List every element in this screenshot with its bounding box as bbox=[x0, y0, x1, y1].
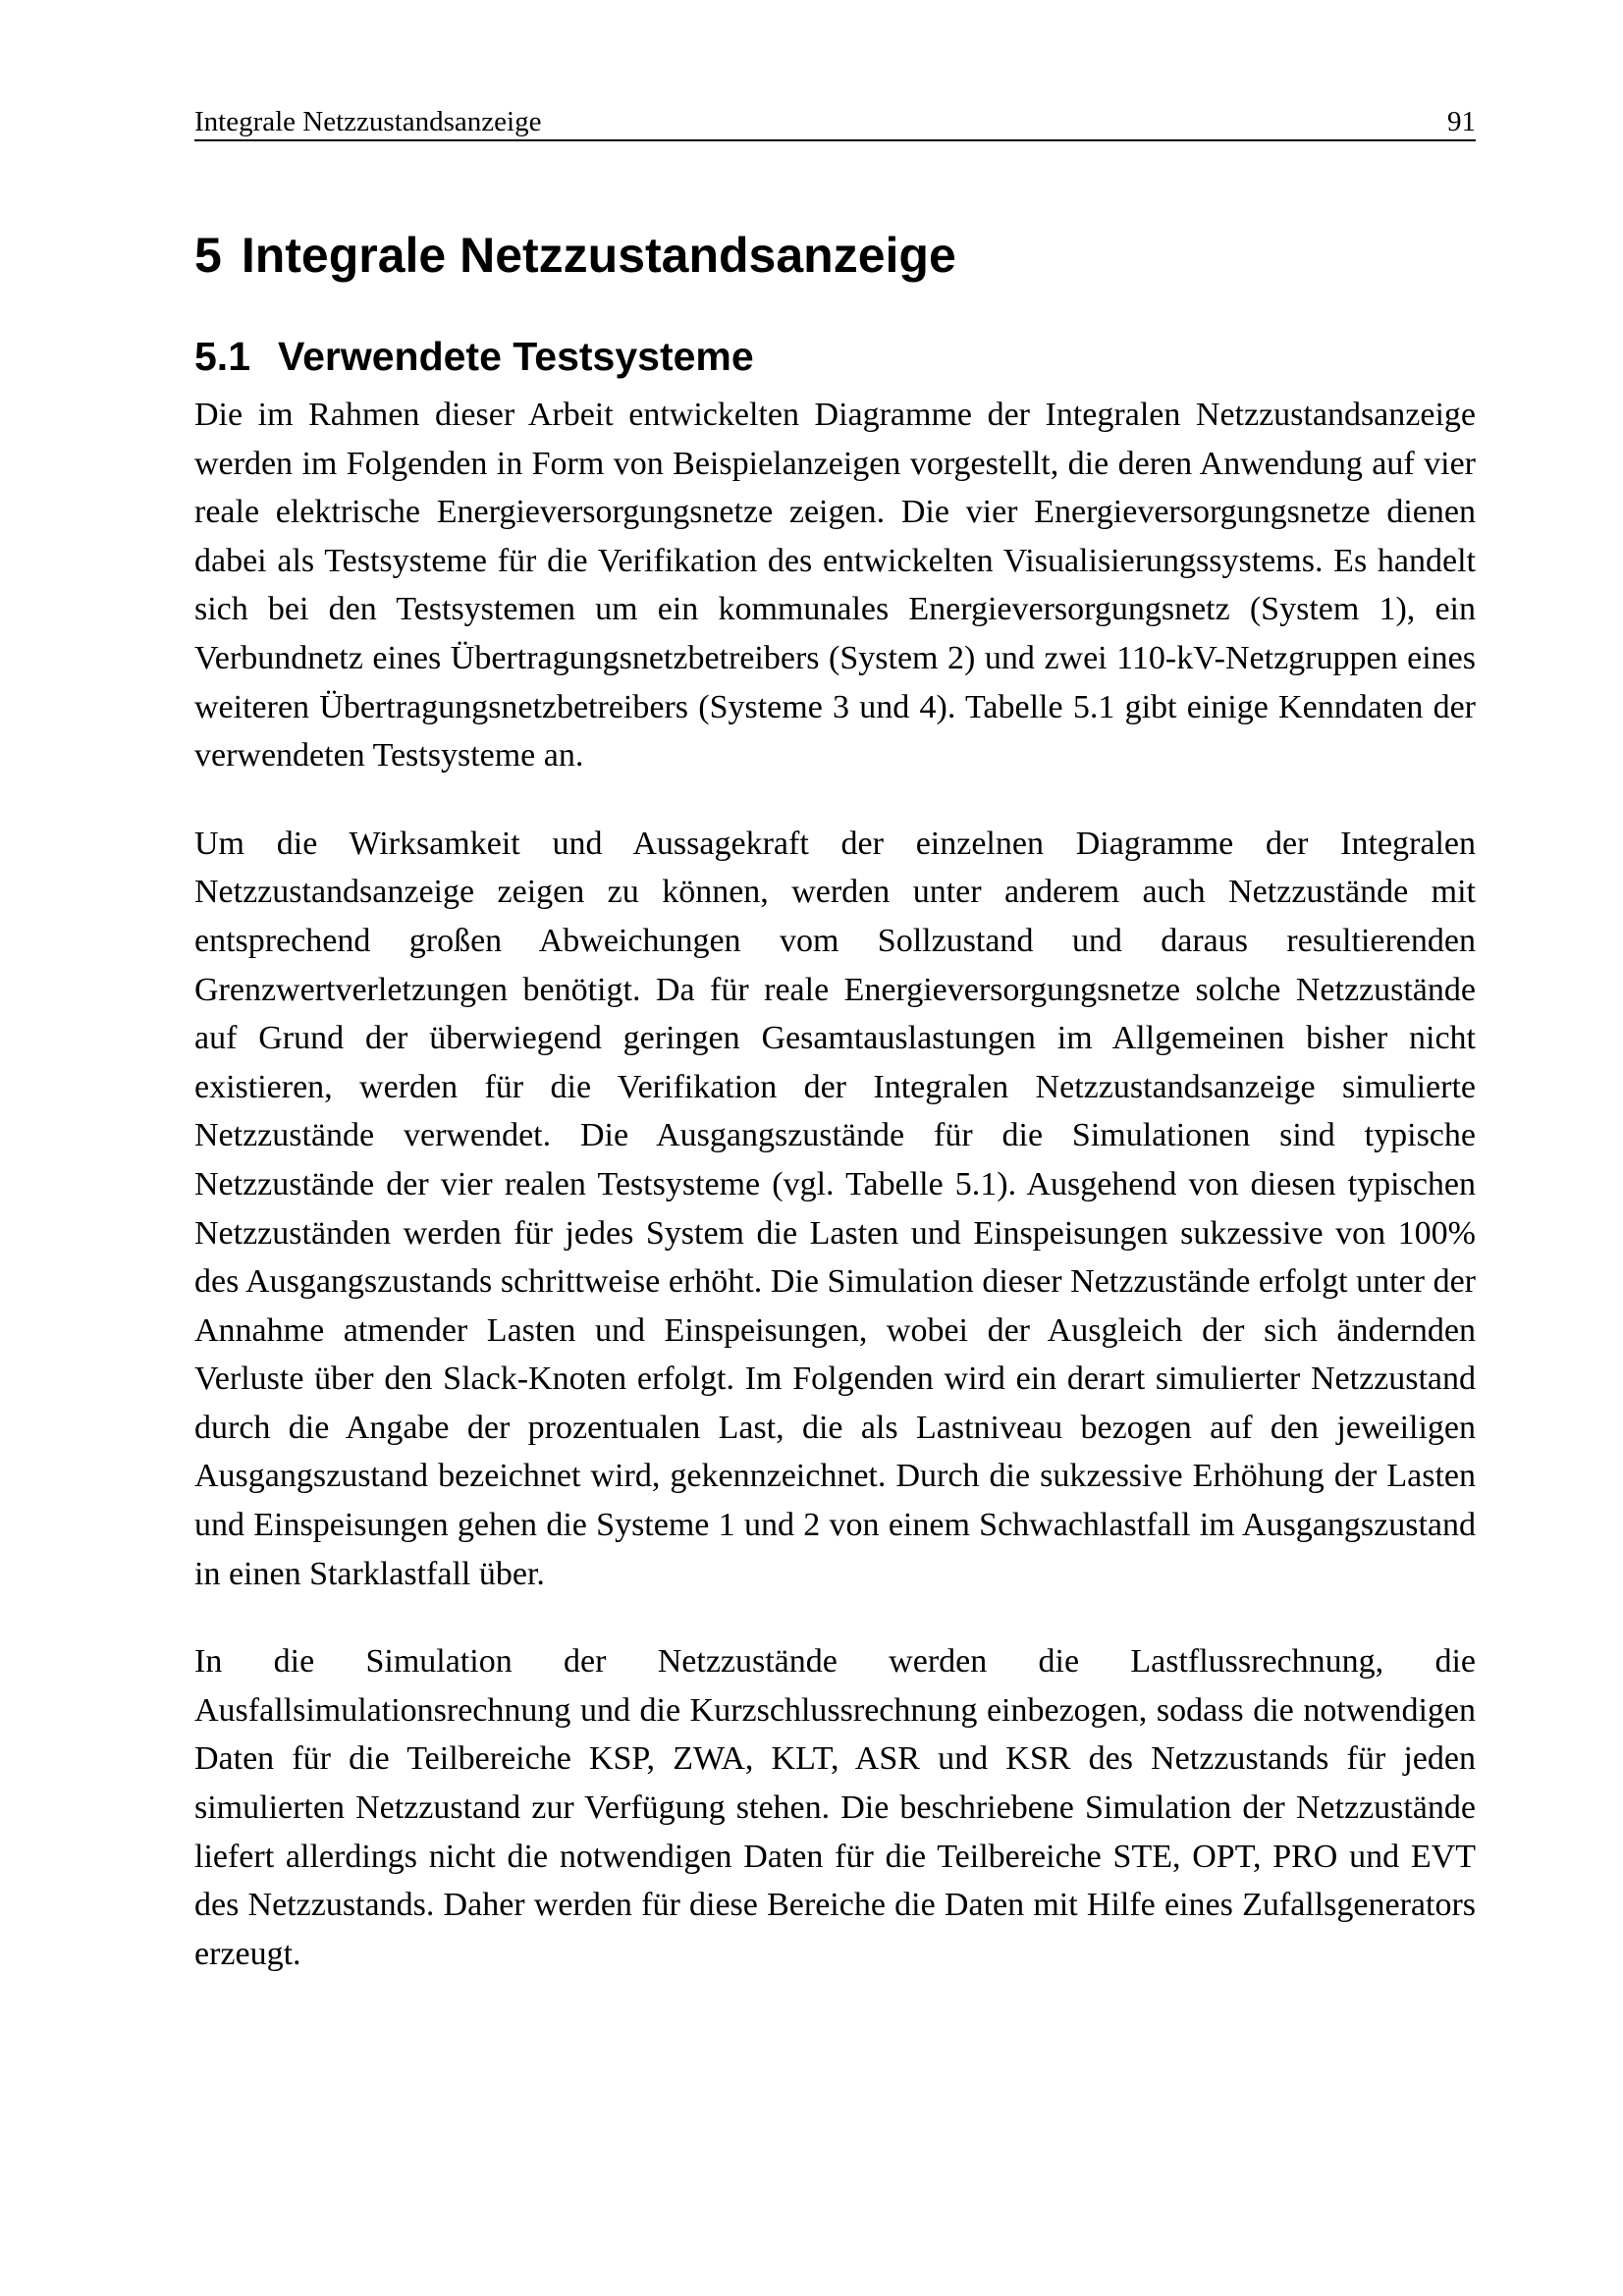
page-number: 91 bbox=[1447, 106, 1476, 137]
chapter-number: 5 bbox=[194, 228, 222, 283]
paragraph-2: Um die Wirksamkeit und Aussagekraft der einzelnen Diagramme der Integralen Netzzustandsanzeige zeigen zu können, werden unter anderem auch Netzzustände mit entsprechend großen Abweichungen vom Sollzustand und daraus resultierenden Grenzwertverletzungen benötigt. Da für reale Energieversorgungsnetze solche Netzzustände auf Grund der überwiegend geringen Gesamtauslastungen im Allgemeinen bisher nicht existieren, werden für die Verifikation der Integralen Netzzustandsanzeige simulierte Netzzustände verwendet. Die Ausgangszustände für die Simulationen sind typische Netzzustände der vier realen Testsysteme (vgl. Tabelle 5.1). Ausgehend von diesen typischen Netzzuständen werden für jedes System die Lasten und Einspeisungen sukzessive von 100% des Ausgangszustands schrittweise erhöht. Die Simulation dieser Netzzustände erfolgt unter der Annahme atmender Lasten und Einspeisungen, wobei der Ausgleich der sich ändernden Verluste über den Slack-Knoten erfolgt. Im Folgenden wird ein derart simulierter Netzzustand durch die Angabe der prozentualen Last, die als Lastniveau bezogen auf den jeweiligen Ausgangszustand bezeichnet wird, gekennzeichnet. Durch die sukzessive Erhöhung der Lasten und Einspeisungen gehen die Systeme 1 und 2 von einem Schwachlastfall im Ausgangszustand in einen Starklastfall über. bbox=[194, 825, 1476, 1592]
chapter-title: Integrale Netzzustandsanzeige bbox=[241, 228, 956, 283]
paragraph-1: Die im Rahmen dieser Arbeit entwickelten Diagramme der Integralen Netzzustandsanzeige werden im Folgenden in Form von Beispielanzeigen vorgestellt, die deren Anwendung auf vier reale elektrische Energieversorgungsnetze zeigen. Die vier Energieversorgungsnetze dienen dabei als Testsysteme für die Verifikation des entwickelten Visualisierungssystems. Es handelt sich bei den Testsystemen um ein kommunales Energieversorgungsnetz (System 1), ein Verbundnetz eines Übertragungsnetzbetreibers (System 2) und zwei 110-kV-Netzgruppen eines weiteren Übertragungsnetzbetreibers (Systeme 3 und 4). Tabelle 5.1 gibt einige Kenndaten der verwendeten Testsysteme an. bbox=[194, 397, 1476, 774]
running-header bbox=[194, 106, 1476, 141]
section-number: 5.1 bbox=[194, 334, 250, 379]
section-title: Verwendete Testsysteme bbox=[278, 334, 754, 379]
section-heading bbox=[194, 332, 1476, 381]
document-page bbox=[194, 106, 1476, 1978]
paragraph-3: In die Simulation der Netzzustände werden die Lastflussrechnung, die Ausfallsimulationsrechnung und die Kurzschlussrechnung einbezogen, sodass die notwendigen Daten für die Teilbereiche KSP, ZWA, KLT, ASR und KSR des Netzzustands für jeden simulierten Netzzustand zur Verfügung stehen. Die beschriebene Simulation der Netzzustände liefert allerdings nicht die notwendigen Daten für die Teilbereiche STE, OPT, PRO und EVT des Netzzustands. Daher werden für diese Bereiche die Daten mit Hilfe eines Zufallsgenerators erzeugt. bbox=[194, 1643, 1476, 1972]
chapter-heading bbox=[194, 226, 1476, 285]
running-title: Integrale Netzzustandsanzeige bbox=[194, 106, 542, 137]
